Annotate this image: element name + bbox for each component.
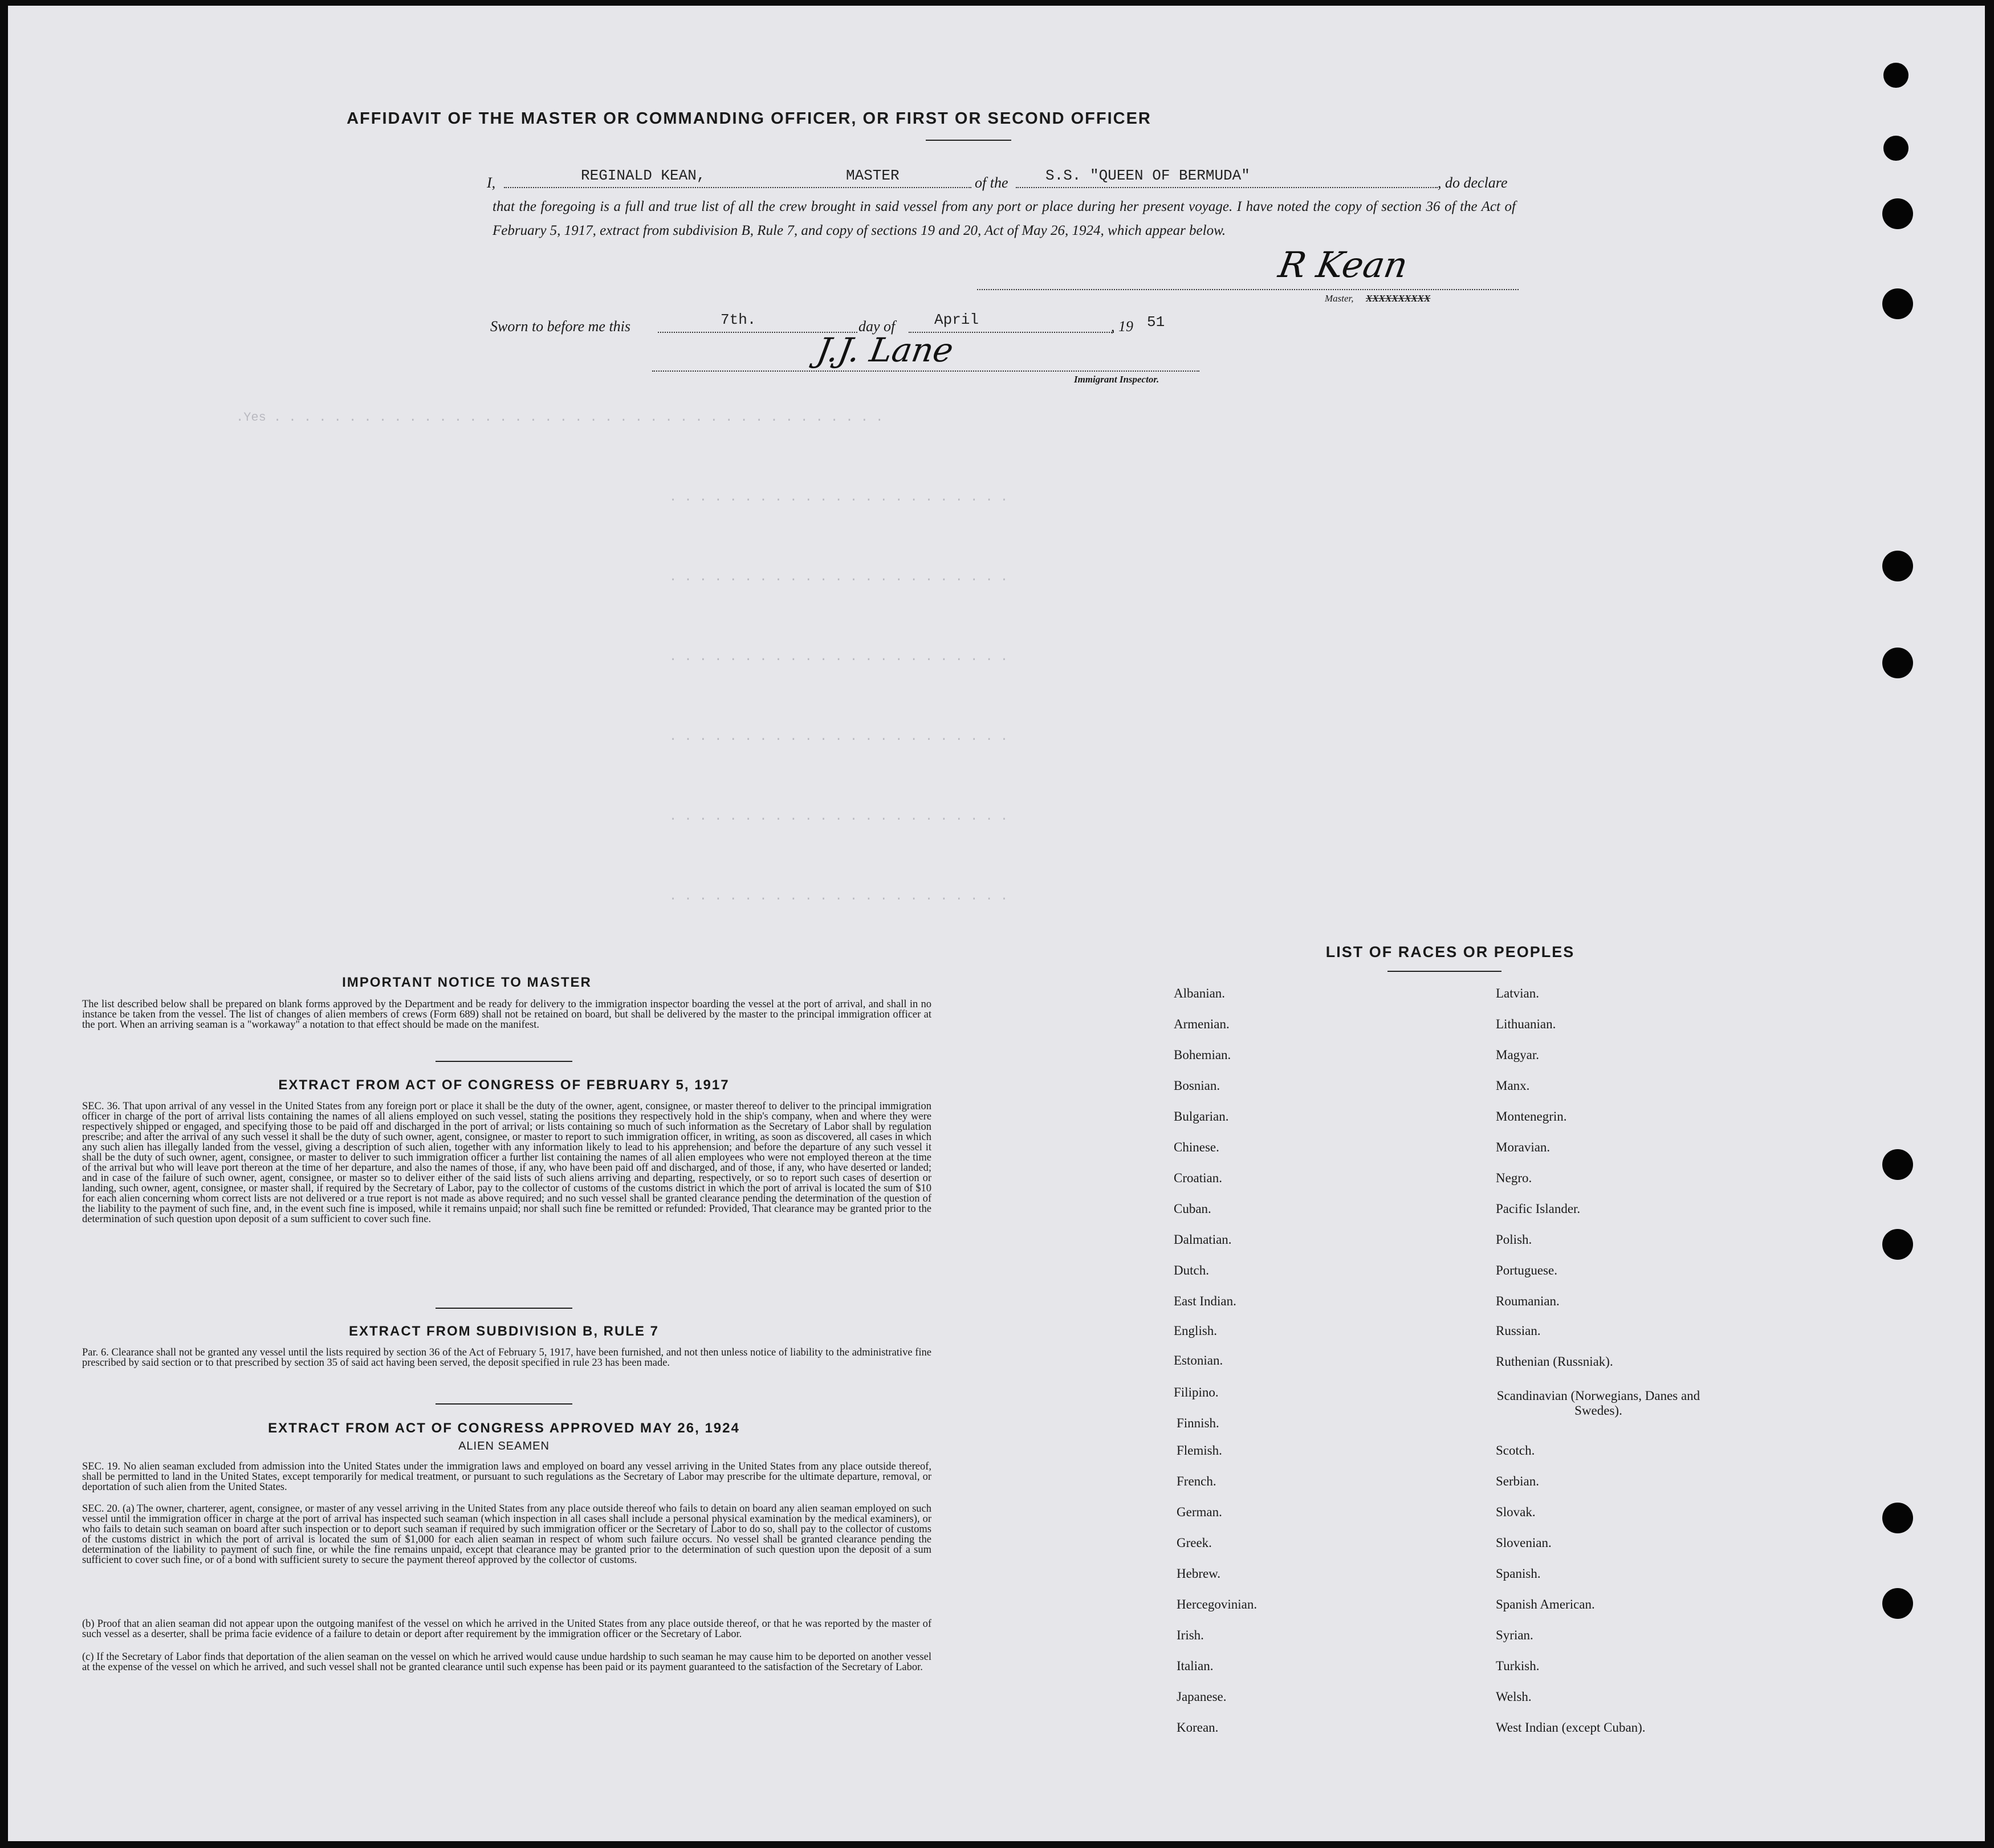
race-item: Lithuanian. [1496,1017,1556,1031]
race-item: Filipino. [1174,1385,1219,1399]
declaration-body: that the foregoing is a full and true list of all the crew brought in said vessel from any port or place during her present voyage. I have noted the copy of section 36 of the Act of February 5, 1917, extract from subdivision B, Rule 7, and copy of sections 19 and 20, Act of May 26, 1924, which appear below. [493,199,1516,238]
important-notice-heading: IMPORTANT NOTICE TO MASTER [342,975,592,990]
race-item: East Indian. [1174,1294,1236,1308]
race-item: Latvian. [1496,986,1539,1000]
race-item: German. [1177,1505,1222,1519]
year-prefix: , 19 [1111,318,1133,335]
race-item: Hercegovinian. [1177,1597,1258,1611]
sworn-day: 7th. [721,311,756,328]
race-item: Finnish. [1177,1416,1219,1430]
race-item: Korean. [1177,1720,1219,1735]
binder-hole [1882,648,1913,678]
race-item: French. [1177,1474,1216,1488]
sec19-text: SEC. 19. No alien seaman excluded from admission into the United States under the immigration laws and employed on board any vessel arriving in the United States from any place outside thereof, shall be permitted to land in the United States, except temporarily for medical treatment, or pursuant to such regulations as the Secretary of Labor may prescribe for the ultimate departure, removal, or deportation of such alien from the United States. [82,1461,931,1493]
extract-1917-heading: EXTRACT FROM ACT OF CONGRESS OF FEBRUARY 5, 1917 [278,1077,730,1093]
race-item: Greek. [1177,1536,1212,1550]
sec20a-text: SEC. 20. (a) The owner, charterer, agent, consignee, or master of any vessel arriving in the United States from any place outside thereof who fails to detain on board any alien seaman employed on such vessel until the immigration officer in charge at the port of arrival has inspected such seaman (which inspection in all cases shall include a personal physical examination by the medical examiners), or who fails to detain such seaman on board after such inspection or to deport such seaman if required by such immigration officer or the Secretary of Labor to do so, shall pay to the collector of customs of the customs district in which the port of arrival is located the sum of $1,000 for each alien seaman in respect of whom such failure occurs. No vessel shall be granted clearance pending the determination of the liability to payment of such fine, or while the fine remains unpaid, except that clearance may be granted prior to the determination of such question upon the deposit of a sum sufficient to cover such fine, or of a bond with sufficient surety to secure the payment thereof approved by the collector of customs. [82,1503,931,1566]
vessel-name: S.S. "QUEEN OF BERMUDA" [1045,167,1250,184]
race-item: Pacific Islander. [1496,1202,1581,1216]
race-item: Italian. [1177,1659,1214,1673]
race-item: Spanish. [1496,1566,1541,1581]
race-item: Chinese. [1174,1140,1219,1154]
binder-hole [1882,551,1913,581]
alien-seamen-subheading: ALIEN SEAMEN [458,1440,550,1452]
do-declare-label: , do declare [1438,174,1508,191]
important-notice-text: The list described below shall be prepared on blank forms approved by the Department and be ready for delivery to the immigration inspector boarding the vessel at the port of arrival, and shall in no instance be taken from the vessel. The list of changes of alien members of crews (Form 689) shall not be retained on board, but shall be delivered by the master to the principal immigration officer at the port. When an arriving seaman is a "workaway" a notation to that effect should be made on the manifest. [82,999,931,1031]
race-item: Armenian. [1174,1017,1230,1031]
race-item: Hebrew. [1177,1566,1221,1581]
race-item: Welsh. [1496,1690,1532,1704]
race-item: Scandinavian (Norwegians, Danes and Swedes). [1496,1389,1700,1418]
race-item: Montenegrin. [1496,1109,1567,1124]
of-the-label: of the [975,174,1008,191]
race-item: Portuguese. [1496,1263,1557,1277]
master-label: Master, [1325,293,1354,304]
race-item: West Indian (except Cuban). [1496,1720,1646,1735]
race-item: Bulgarian. [1174,1109,1229,1124]
race-item: Japanese. [1177,1690,1227,1704]
inspector-label: Immigrant Inspector. [1074,374,1159,385]
race-item: Dalmatian. [1174,1232,1232,1247]
binder-hole [1883,136,1908,161]
section-divider [436,1403,572,1405]
race-item: Albanian. [1174,986,1226,1000]
sworn-prefix: Sworn to before me this [490,318,631,335]
sec20b-text: (b) Proof that an alien seaman did not appear upon the outgoing manifest of the vessel on which he arrived in the United States from any place outside thereof, or that he was reported by the master of such vessel as a deserter, shall be prima facie evidence of a failure to detain or deport after requirement by the immigration officer or the Secretary of Labor. [82,1618,931,1640]
race-item: Cuban. [1174,1202,1211,1216]
race-item: Bosnian. [1174,1078,1220,1093]
race-item: Slovak. [1496,1505,1536,1519]
inspector-signature-line [652,371,1199,372]
document-page: .Yes . . . . . . . . . . . . . . . . . . . . . . . . . . . . . . . . . . . . . . . . . . . . . . . . . . . . . . . . . . . . . . . . . . . . . . . . . . . . . . . . . . . . . . . . . . . . . . . . . . . . . . . . . . . . . . . . . . . . . . . . . . . . . . . . . . . . . . . . . . . . . . . . . . . . . . . . . . . . . . . . . . . . . . . . . . . . . . . . . . . AFFIDAVIT OF THE MASTER OR COMMANDING OFFICER, OR FIRST OR SECOND OFFICER I, REGINALD KEAN, MASTER of the S.S. "QUEEN OF BERMUDA" , do declare that the foregoing is a full and true list of all the crew brought in said vessel from any port or place during her present voyage. I have noted the copy of section 36 of the Act of February 5, 1917, extract from subdivision B, Rule 7, and copy of sections 19 and 20, Act of May 26, 1924, which appear below. R Kean Master, XXXXXXXXXX Sworn to before me this 7th. day of April , 19 51 J.J. Lane Immigrant Inspector. IMPORTANT NOTICE TO MASTER The list described below shall be prepared on blank forms approved by the Department and be ready for delivery to the immigration inspector boarding the vessel at the port of arrival, and shall in no instance be taken from the vessel. The list of changes of alien members of crews (Form 689) shall not be retained on board, but shall be delivered by the master to the principal immigration officer at the port. When an arriving seaman is a "workaway" a notation to that effect should be made on the manifest. EXTRACT FROM ACT OF CONGRESS OF FEBRUARY 5, 1917 SEC. 36. That upon arrival of any vessel in the United States from any foreign port or place it shall be the duty of the owner, agent, consignee, or master thereof to deliver to the principal immigration officer in charge of the port of arrival lists containing the names of all aliens employed on such vessel, stating the positions they respectively hold in the ship's company, when and where they were respectively shipped or engaged, and specifying those to be paid off and discharged in the port of arrival; or lists containing so much of such information as the Secretary of Labor shall by regulation prescribe; and after the arrival of any such vessel it shall be the duty of such owner, agent, consignee, or master to report to such immigration officer, in writing, as soon as discovered, all cases in which any such alien has illegally landed from the vessel, giving a description of such alien, together with any information likely to lead to his apprehension; and before the departure of any such vessel it shall be the duty of such owner, agent, consignee, or master to deliver to such immigration officer a further list containing the names of all alien employees who were not employed thereon at the time of the arrival but who will leave port thereon at the time of her departure, and also the names of those, if any, who have been paid off and discharged, and of those, if any, who have deserted or landed; and in case of the failure of such owner, agent, consignee, or master so to deliver either of the said lists of such aliens arriving and departing, respectively, or so to report such cases of desertion or landing, such owner, agent, consignee, or master shall, if required by the Secretary of Labor, pay to the collector of customs of the customs district in which the port of arrival is located the sum of $10 for each alien concerning whom correct lists are not delivered or a true report is not made as above required; and no such vessel shall be granted clearance pending the determination of the question of the liability to the payment of such fine, and, in the event such fine is imposed, while it remains unpaid; nor shall such fine be remitted or refunded: Provided, That clearance may be granted prior to the determination of such question upon deposit of a sum sufficient to cover such fine. EXTRACT FROM SUBDIVISION B, RULE 7 Par. 6. Clearance shall not be granted any vessel until the lists required by section 36 of the Act of February 5, 1917, have been furnished, and not then unless notice of liability to the administrative fine prescribed by said section or to that prescribed by section 35 of said act having been served, the deposit specified in rule 23 has been made. EXTRACT FROM ACT OF CONGRESS APPROVED MAY 26, 1924 ALIEN SEAMEN SEC. 19. No alien seaman excluded from admission into the United States under the immigration laws and employed on board any vessel arriving in the United States from any place outside thereof, shall be permitted to land in the United States, except temporarily for medical treatment, or pursuant to such regulations as the Secretary of Labor may prescribe for the ultimate departure, removal, or deportation of such alien from the United States. SEC. 20. (a) The owner, charterer, agent, consignee, or master of any vessel arriving in the United States from any place outside thereof who fails to detain on board any alien seaman employed on such vessel until the immigration officer in charge at the port of arrival has inspected such seaman (which inspection in all cases shall include a personal physical examination by the medical examiners), or who fails to detain such seaman on board after such inspection or to deport such seaman if required by such immigration officer or the Secretary of Labor to do so, shall pay to the collector of customs of the customs district in which the port of arrival is located the sum of $1,000 for each alien seaman in respect of whom such failure occurs. No vessel shall be granted clearance pending the determination of the liability to payment of such fine, or while the fine remains unpaid, except that clearance may be granted prior to the determination of such question upon the deposit of a sum sufficient to cover such fine, or of a bond with sufficient surety to secure the payment thereof approved by the collector of customs. (b) Proof that an alien seaman did not appear upon the outgoing manifest of the vessel on which he arrived in the United States from any place outside thereof, or that he was reported by the master of such vessel as a deserter, shall be prima facie evidence of a failure to detain or deport after requirement by the immigration officer or the Secretary of Labor. (c) If the Secretary of Labor finds that deportation of the alien seaman on the vessel on which he arrived would cause undue hardship to such seaman he may cause him to be deported on another vessel at the expense of the vessel on which he arrived, and such vessel shall not be granted clearance until such expense has been paid or its payment guaranteed to the satisfaction of the Secretary of Labor. LIST OF RACES OR PEOPLES Albanian. Armenian. Bohemian. Bosnian. Bulgarian. Chinese. Croatian. Cuban. Dalmatian. Dutch. East Indian. English. Estonian. Filipino. Finnish. Flemish. French. German. Greek. Hebrew. Hercegovinian. Irish. Italian. Japanese. Korean. Latvian. Lithuanian. Magyar. Manx. Montenegrin. Moravian. Negro. Pacific Islander. Polish. Portuguese. Roumanian. Russian. Ruthenian (Russniak). Scandinavian (Norwegians, Danes and Swedes). Scotch. Serbian. Slovak. Slovenian. Spanish. Spanish American. Syrian. Turkish. Welsh. West Indian (except Cuban). [8,6,1985,1841]
race-item: Croatian. [1174,1171,1222,1185]
binder-hole [1882,288,1913,319]
binder-hole [1882,1503,1913,1533]
race-item: Russian. [1496,1324,1541,1338]
race-item: Syrian. [1496,1628,1533,1642]
title-divider [926,140,1011,141]
race-item: Serbian. [1496,1474,1540,1488]
sworn-year: 51 [1147,314,1165,331]
master-signature-line [977,289,1519,290]
master-signature: R Kean [1275,244,1411,286]
binder-hole [1882,1229,1913,1260]
race-item: Estonian. [1174,1353,1223,1367]
binder-hole [1882,198,1913,229]
races-heading: LIST OF RACES OR PEOPLES [1325,943,1575,960]
rule7-heading: EXTRACT FROM SUBDIVISION B, RULE 7 [348,1324,660,1339]
name-field-line [504,187,971,188]
master-name: REGINALD KEAN, [581,167,706,184]
race-item: Roumanian. [1496,1294,1560,1308]
race-item: Negro. [1496,1171,1532,1185]
inspector-signature: J.J. Lane [814,331,957,369]
extract-1917-text: SEC. 36. That upon arrival of any vessel in the United States from any foreign port or place it shall be the duty of the owner, agent, consignee, or master thereof to deliver to the principal immigration officer in charge of the port of arrival lists containing the names of all aliens employed on such vessel, stating the positions they respectively hold in the ship's company, when and where they were respectively shipped or engaged, and specifying those to be paid off and discharged in the port of arrival; or lists containing so much of such information as the Secretary of Labor shall by regulation prescribe; and after the arrival of any such vessel it shall be the duty of such owner, agent, consignee, or master to report to such immigration officer, in writing, as soon as discovered, all cases in which any such alien has illegally landed from the vessel, giving a description of such alien, together with any information likely to lead to his apprehension; and before the departure of any such vessel it shall be the duty of such owner, agent, consignee, or master to deliver to such immigration officer a further list containing the names of all alien employees who were not employed thereon at the time of the arrival but who will leave port thereon at the time of her departure, and also the names of those, if any, who have been paid off and discharged, and of those, if any, who have deserted or landed; and in case of the failure of such owner, agent, consignee, or master so to deliver either of the said lists of such aliens arriving and departing, respectively, or so to report such cases of desertion or landing, such owner, agent, consignee, or master shall, if required by the Secretary of Labor, pay to the collector of customs of the customs district in which the port of arrival is located the sum of $10 for each alien concerning whom correct lists are not delivered or a true report is not made as above required; and no such vessel shall be granted clearance pending the determination of the question of the liability to the payment of such fine, and, in the event such fine is imposed, while it remains unpaid; nor shall such fine be remitted or refunded: Provided, That clearance may be granted prior to the determination of such question upon deposit of a sum sufficient to cover such fine. [82,1101,931,1225]
section-divider [436,1061,572,1062]
binder-hole [1883,63,1908,88]
race-item: Polish. [1496,1232,1532,1247]
race-item: Scotch. [1496,1443,1535,1458]
race-item: English. [1174,1324,1218,1338]
races-divider [1387,971,1501,972]
sworn-month: April [934,311,979,328]
binder-hole [1882,1588,1913,1619]
struck-title: XXXXXXXXXX [1366,293,1431,304]
binder-hole [1882,1149,1913,1180]
master-rank: MASTER [846,167,900,184]
race-item: Slovenian. [1496,1536,1552,1550]
race-item: Bohemian. [1174,1048,1231,1062]
race-item: Irish. [1177,1628,1204,1642]
race-item: Turkish. [1496,1659,1540,1673]
extract-1924-heading: EXTRACT FROM ACT OF CONGRESS APPROVED MAY 26, 1924 [268,1420,740,1436]
race-item: Flemish. [1177,1443,1222,1458]
race-item: Magyar. [1496,1048,1540,1062]
race-item: Manx. [1496,1078,1530,1093]
section-divider [436,1308,572,1309]
rule7-text: Par. 6. Clearance shall not be granted any vessel until the lists required by section 36 of the Act of February 5, 1917, have been furnished, and not then unless notice of liability to the administrative fine prescribed by said section or to that prescribed by section 35 of said act having been served, the deposit specified in rule 23 has been made. [82,1347,931,1369]
vessel-field-line [1016,187,1438,188]
affidavit-title: AFFIDAVIT OF THE MASTER OR COMMANDING OFFICER, OR FIRST OR SECOND OFFICER [347,109,1151,128]
declaration-prefix: I, [487,174,496,191]
race-item: Spanish American. [1496,1597,1595,1611]
sec20c-text: (c) If the Secretary of Labor finds that deportation of the alien seaman on the vessel on which he arrived would cause undue hardship to such seaman he may cause him to be deported on another vessel at the expense of the vessel on which he arrived, and such vessel shall not be granted clearance until such expense has been paid or its payment guaranteed to the satisfaction of the Secretary of Labor. [82,1651,931,1673]
day-of-label: day of [858,318,896,335]
race-item: Ruthenian (Russniak). [1496,1354,1613,1369]
race-item: Dutch. [1174,1263,1209,1277]
race-item: Moravian. [1496,1140,1551,1154]
